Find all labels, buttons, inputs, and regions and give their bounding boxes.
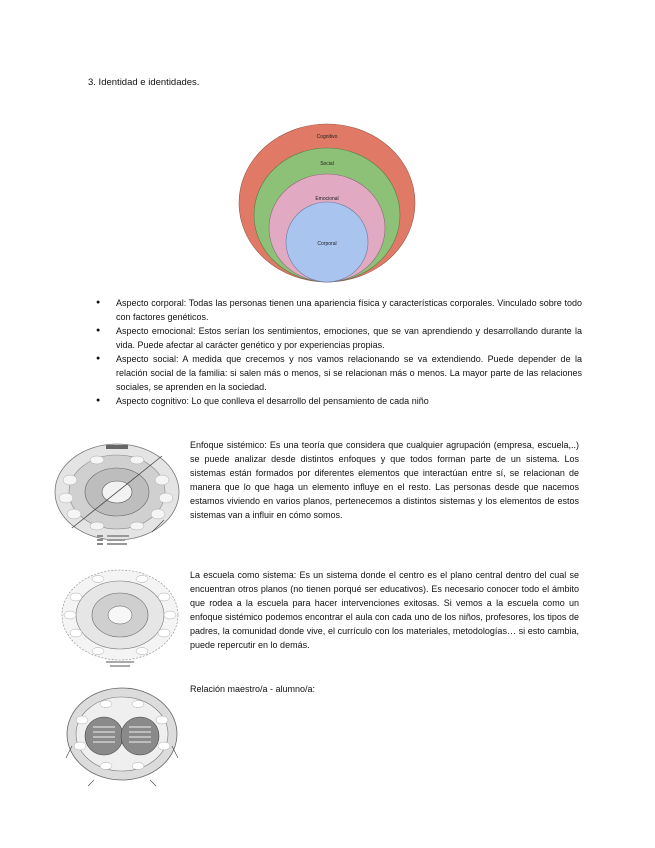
layer-label-cognitivo: Cognitivo: [316, 134, 338, 140]
bullet-corporal: ● Aspecto corporal: Todas las personas tienen una apariencia física y características corporales. Vinculado sobre todo con factores genéticos.: [96, 296, 582, 324]
school-system-image: [58, 565, 182, 669]
identity-layers-diagram: [237, 123, 417, 283]
layer-label-corporal: Corporal: [317, 241, 337, 247]
teacher-student-heading: Relación maestro/a - alumno/a:: [190, 684, 316, 694]
bullet-social: ● Aspecto social: A medida que crecemos y nos vamos relacionando se va extendiendo. Puede depender de la relación social de la familia: si salen más o menos, si se relacionan más o menos. La mayor parte de las relaciones sociales, se aprenden en la sociedad.: [96, 352, 582, 394]
teacher-student-image: [64, 684, 180, 788]
bullet-cognitivo: ● Aspecto cognitivo: Lo que conlleva el desarrollo del pensamiento de cada niño: [96, 394, 582, 408]
aspects-list: [96, 296, 582, 408]
school-system-paragraph: La escuela como sistema: Es un sistema donde el centro es el plano central dentro del cual se encuentran otros planos (no tienen porqué ser educativos). Es necesario conocer todo el ámbito que rodea a la escuela para hacer intervenciones exitosas. Si vemos a la escuela como un enfoque sistémico podemos encontrar el aula con cada uno de los niños, profesores, los tipos de padres, la comunidad donde vive, el currículo con los materiales, metodologías… si esto cambia, puede repercutir en lo demás.: [190, 570, 579, 650]
systemic-approach-paragraph: Enfoque sistémico: Es una teoría que considera que cualquier agrupación (empresa, escuela,..) se puede analizar desde distintos enfoques y que todos forman parte de un sistema. Los sistemas están formados por diferentes elementos que interactúan entre sí, se relacionan de manera que lo que haga un elemento influye en el resto. Las personas desde que nacemos estamos viviendo en varios planos, pertenecemos a distintos sistemas y los elementos de estos sistemas van a influir en cómo somos.: [190, 440, 579, 520]
layer-label-social: Social: [320, 161, 334, 167]
systemic-approach-image: [52, 440, 182, 552]
bullet-emocional: ● Aspecto emocional: Estos serían los sentimientos, emociones, que se van aprendiendo y desarrollando durante la vida. Puede afectar al carácter genético y por experiencias propias.: [96, 324, 582, 352]
layer-label-emocional: Emocional: [315, 196, 339, 202]
section-heading: 3. Identidad e identidades.: [88, 77, 200, 88]
